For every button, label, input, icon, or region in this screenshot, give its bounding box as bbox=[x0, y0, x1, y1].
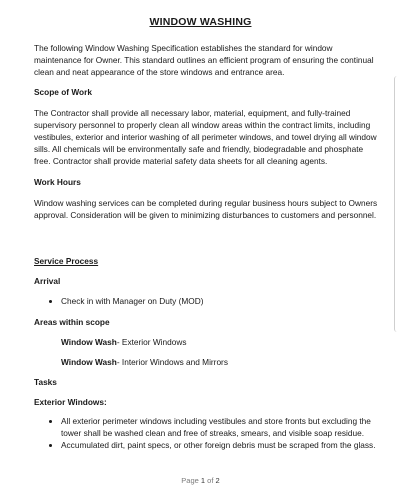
scope-heading: Scope of Work bbox=[34, 87, 92, 97]
document-title: WINDOW WASHING bbox=[149, 16, 252, 28]
intro-paragraph: The following Window Washing Specification establishes the standard for window maintenance for Owner. This standard outlines an efficient program of ensuring the continual clean and neat appearance of the store windows and entrance area. bbox=[34, 43, 374, 77]
tasks-heading: Tasks bbox=[34, 377, 57, 387]
area-item bbox=[61, 356, 381, 368]
exterior-heading: Exterior Windows: bbox=[34, 397, 107, 407]
page-number: Page 1 of 2 bbox=[181, 476, 220, 485]
bullet-icon bbox=[49, 300, 52, 303]
area-item bbox=[61, 336, 381, 348]
area-desc: - Interior Windows and Mirrors bbox=[116, 357, 228, 367]
areas-heading: Areas within scope bbox=[34, 317, 110, 327]
bullet-icon bbox=[49, 420, 52, 423]
arrival-item: Check in with Manager on Duty (MOD) bbox=[61, 296, 204, 306]
area-desc: - Exterior Windows bbox=[116, 337, 187, 347]
hours-paragraph: Window washing services can be completed during regular business hours subject to Owners approval. Consideration will be given to minimizing disturbances to customers and personnel. bbox=[34, 198, 378, 220]
service-process-heading: Service Process bbox=[34, 256, 99, 266]
scrollbar[interactable] bbox=[394, 76, 401, 332]
exterior-item: Accumulated dirt, paint specs, or other foreign debris must be scraped from the glass. bbox=[61, 440, 376, 450]
arrival-heading: Arrival bbox=[34, 276, 61, 286]
scope-paragraph: The Contractor shall provide all necessary labor, material, equipment, and fully-trained supervisory personnel to properly clean all window areas within the contract limits, including vestibules, exterior and interior washing of all perimeter windows, and towel drying all window sills. All chemicals will be environmentally safe and friendly, biodegradable and phosphate free. Contractor shall provide material safety data sheets for all cleaning agents. bbox=[34, 108, 377, 166]
bullet-icon bbox=[49, 444, 52, 447]
area-name: Window Wash bbox=[61, 337, 117, 347]
area-name: Window Wash bbox=[61, 357, 117, 367]
exterior-item: All exterior perimeter windows including vestibules and store fronts but excluding the tower shall be washed clean and free of streaks, smears, and visible soap residue. bbox=[61, 416, 371, 438]
hours-heading: Work Hours bbox=[34, 177, 81, 187]
